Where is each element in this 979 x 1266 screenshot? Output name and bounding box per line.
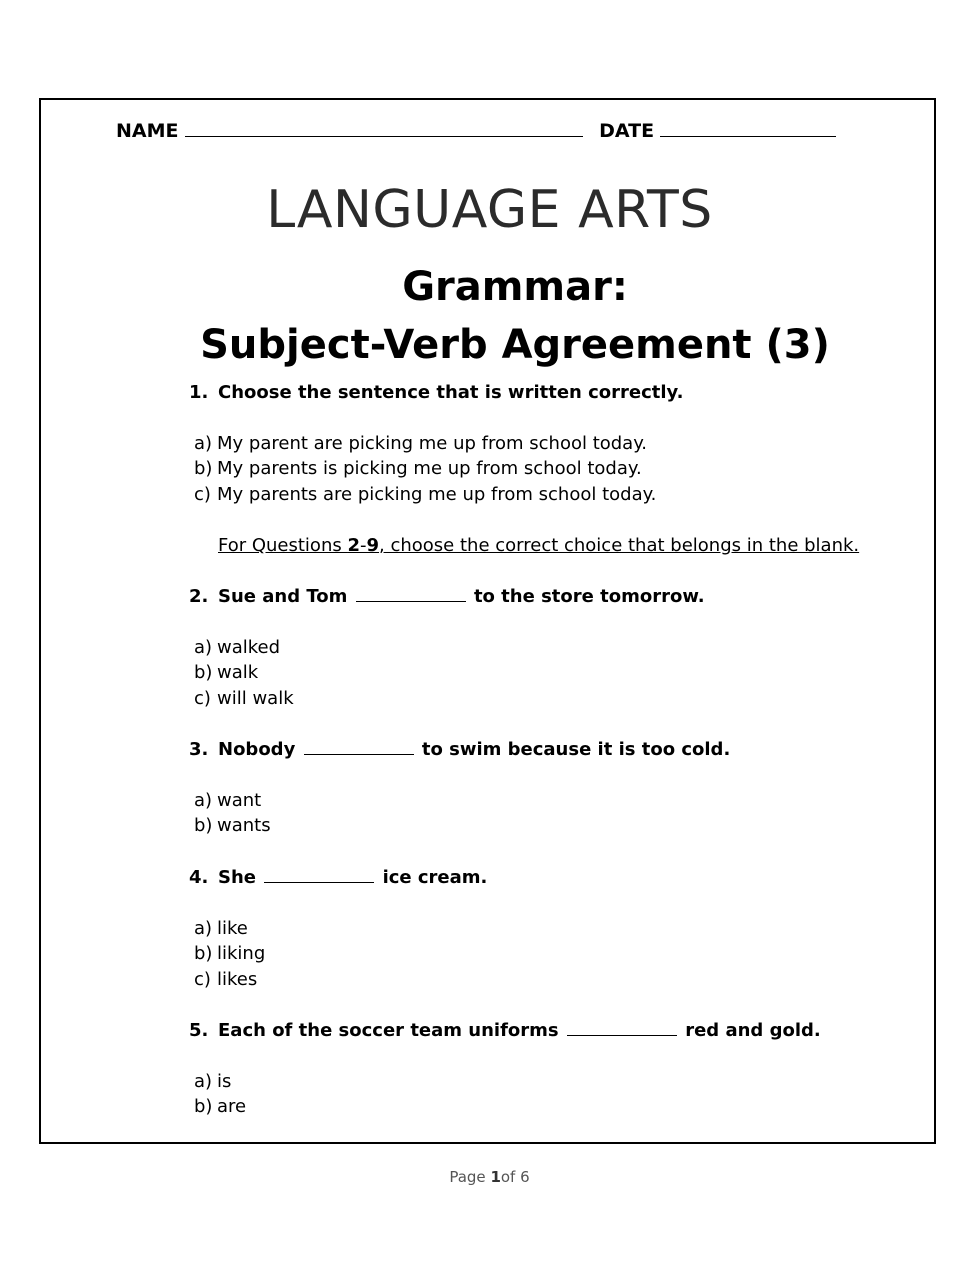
question-after: to the store tomorrow. <box>473 586 705 607</box>
page-label: Page <box>449 1168 486 1186</box>
name-date-line <box>116 118 836 142</box>
question-text: Choose the sentence that is written correctly. <box>218 382 684 403</box>
option-4c[interactable] <box>194 969 257 990</box>
option-4b[interactable] <box>194 943 265 964</box>
question-4 <box>189 867 487 888</box>
question-after: ice cream. <box>382 867 488 888</box>
page-number <box>0 1168 979 1186</box>
option-3a[interactable] <box>194 790 261 811</box>
subtitle-grammar: Grammar: <box>402 264 628 310</box>
option-letter: b) <box>194 458 213 479</box>
option-2a[interactable] <box>194 637 280 658</box>
answer-blank[interactable] <box>567 1021 677 1036</box>
option-5b[interactable] <box>194 1096 246 1117</box>
name-label: NAME <box>116 120 179 142</box>
question-number: 3. <box>189 739 209 760</box>
question-3 <box>189 739 730 760</box>
option-text: is <box>217 1071 232 1092</box>
option-letter: a) <box>194 790 213 811</box>
question-5 <box>189 1020 821 1041</box>
question-number: 5. <box>189 1020 209 1041</box>
name-blank[interactable] <box>185 118 583 137</box>
question-after: to swim because it is too cold. <box>421 739 731 760</box>
option-text: like <box>217 918 248 939</box>
option-text: likes <box>217 969 258 990</box>
option-3b[interactable] <box>194 815 271 836</box>
option-text: My parents is picking me up from school today. <box>217 458 642 479</box>
answer-blank[interactable] <box>304 740 414 755</box>
option-letter: a) <box>194 918 213 939</box>
option-letter: c) <box>194 688 211 709</box>
question-number: 2. <box>189 586 209 607</box>
subtitle-topic: Subject-Verb Agreement (3) <box>200 322 830 368</box>
question-number: 1. <box>189 382 209 403</box>
instructions-dash: - <box>360 535 367 556</box>
page-title: LANGUAGE ARTS <box>266 180 713 240</box>
question-after: red and gold. <box>685 1020 821 1041</box>
date-blank[interactable] <box>660 118 836 137</box>
option-letter: b) <box>194 1096 213 1117</box>
question-1 <box>189 382 683 403</box>
option-text: walk <box>217 662 259 683</box>
option-text: will walk <box>217 688 294 709</box>
option-letter: a) <box>194 433 213 454</box>
option-text: My parents are picking me up from school today. <box>217 484 657 505</box>
option-letter: b) <box>194 662 213 683</box>
option-letter: c) <box>194 969 211 990</box>
option-2b[interactable] <box>194 662 258 683</box>
question-2 <box>189 586 705 607</box>
option-1a[interactable] <box>194 433 647 454</box>
question-number: 4. <box>189 867 209 888</box>
option-5a[interactable] <box>194 1071 231 1092</box>
option-4a[interactable] <box>194 918 248 939</box>
worksheet-border <box>39 98 936 1144</box>
instructions-suffix: , choose the correct choice that belongs in the blank. <box>379 535 860 556</box>
page-of: of <box>500 1168 516 1186</box>
option-text: liking <box>217 943 266 964</box>
option-letter: b) <box>194 943 213 964</box>
option-text: are <box>217 1096 247 1117</box>
question-before: Nobody <box>218 739 296 760</box>
page-total: 6 <box>520 1168 530 1186</box>
date-label: DATE <box>599 120 655 142</box>
question-before: Sue and Tom <box>218 586 348 607</box>
question-before: She <box>218 867 256 888</box>
instructions-prefix: For Questions <box>218 535 348 556</box>
option-letter: c) <box>194 484 211 505</box>
option-text: want <box>217 790 262 811</box>
option-1b[interactable] <box>194 458 642 479</box>
option-text: My parent are picking me up from school today. <box>217 433 648 454</box>
option-text: wants <box>217 815 271 836</box>
answer-blank[interactable] <box>264 868 374 883</box>
option-letter: b) <box>194 815 213 836</box>
question-before: Each of the soccer team uniforms <box>218 1020 559 1041</box>
answer-blank[interactable] <box>356 587 466 602</box>
option-text: walked <box>217 637 281 658</box>
option-letter: a) <box>194 637 213 658</box>
instructions-from: 2 <box>347 535 360 556</box>
option-1c[interactable] <box>194 484 656 505</box>
page-current: 1 <box>490 1168 501 1186</box>
option-2c[interactable] <box>194 688 294 709</box>
instructions-to: 9 <box>366 535 380 556</box>
option-letter: a) <box>194 1071 213 1092</box>
instructions <box>218 535 859 556</box>
